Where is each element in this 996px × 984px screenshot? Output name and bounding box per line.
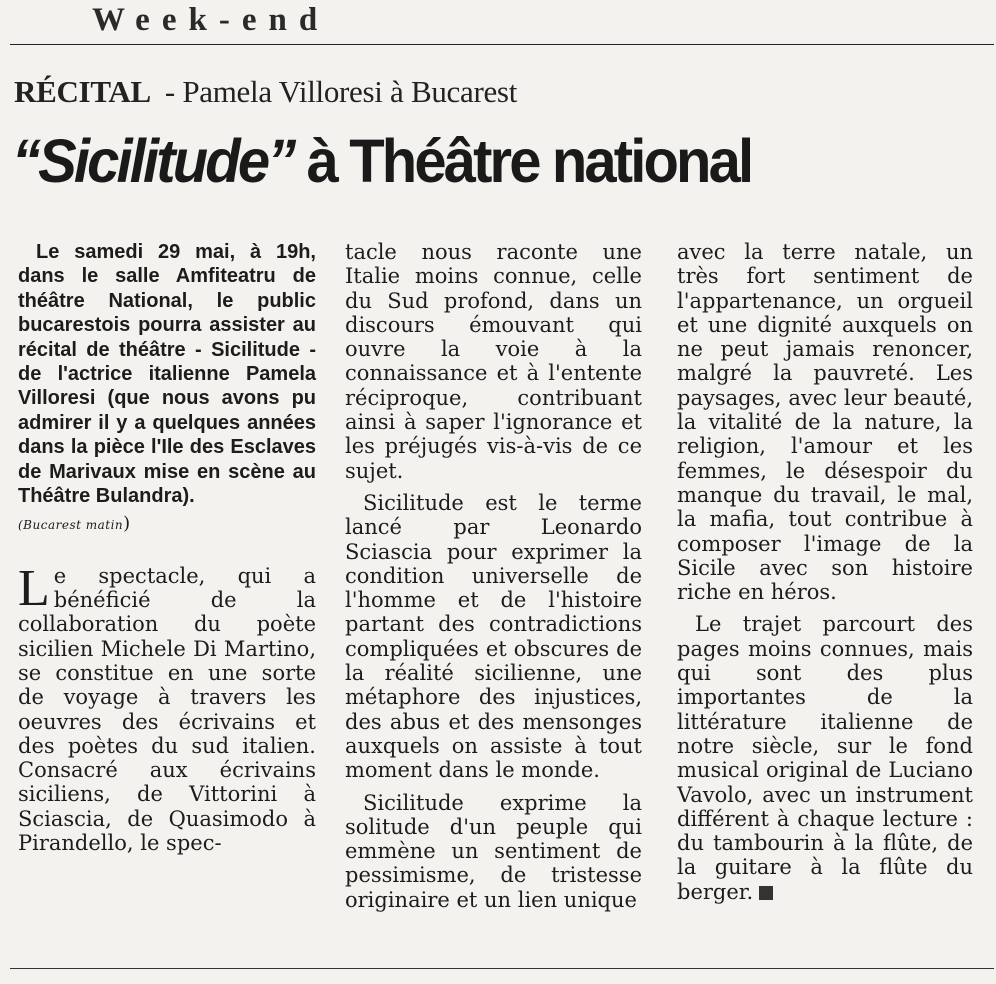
headline-quoted: “Sicilitude” — [12, 127, 294, 195]
source-text: (Bucarest matin — [18, 518, 124, 533]
body-paragraph-5: avec la terre natale, un très fort sentiment de l'appartenance, un orgueil et une dignité auxquels on ne peut jamais renoncer, malgré la pauvreté. Les paysages, avec leur beauté, la vitalité de la nature, la religion, l'amour et les femmes, le désespoir du manque du travail, le mal, la mafia, tout contribue à composer l'image de la Sicile avec son histoire riche en héros. — [677, 240, 973, 605]
source-credit: (Bucarest matin) — [18, 513, 131, 535]
body-paragraph-2: tacle nous raconte une Italie moins connue, celle du Sud profond, dans un discours émouvant qui ouvre la voie à la connaissance et à l'entente réciproque, contribuant ainsi à saper l'ignorance et les préjugés vis-à-vis de ce sujet. — [345, 240, 642, 483]
column-3 — [677, 240, 973, 904]
kicker — [14, 74, 517, 110]
headline-rest: à Théâtre national — [293, 127, 752, 195]
kicker-tag: RÉCITAL — [14, 74, 151, 109]
body-paragraph-4: Sicilitude exprime la solitude d'un peuple qui emmène un sentiment de pessimisme, de tristesse originaire et un lien unique — [345, 790, 642, 912]
top-rule — [10, 44, 994, 45]
section-heading: Week-end — [92, 2, 330, 38]
drop-cap: L — [18, 559, 50, 617]
column-2 — [345, 240, 642, 912]
body-paragraph-1-text: e spectacle, qui a bénéficié de la collaboration du poète sicilien Michele Di Martino, se constitue en une sorte de voyage à travers les oeuvres des écrivains et des poètes du sud italien. Consacré aux écrivains siciliens, de Vittorini à Sciascia, de Quasimodo à Pirandello, le spec- — [18, 563, 316, 856]
bottom-rule — [10, 968, 994, 969]
body-paragraph-6-text: Le trajet parcourt des pages moins connues, mais qui sont des plus importantes de la littérature italienne de notre siècle, sur le fond musical original de Luciano Vavolo, avec un instrument différent à chaque lecture : du tambourin à la flûte, de la guitare à la flûte du berger. — [677, 612, 973, 904]
end-of-article-icon — [759, 886, 773, 900]
body-paragraph-6 — [677, 612, 973, 904]
lead-paragraph: Le samedi 29 mai, à 19h, dans le salle Amfiteatru de théâtre National, le public bucarestois pourra assister au récital de théâtre - Sicilitude - de l'actrice italienne Pamela Villoresi (que nous avons pu admirer il y a quelques années dans la pièce l'Ile des Esclaves de Marivaux mise en scène au Théâtre Bulandra). — [18, 241, 316, 508]
body-paragraph-3: Sicilitude est le terme lancé par Leonardo Sciascia pour exprimer la condition universelle de l'homme et de l'histoire partant des contradictions compliquées et obscures de la réalité sicilienne, une métaphore des injustices, des abus et des mensonges auxquels on assiste à tout moment dans le monde. — [345, 490, 642, 783]
headline — [12, 126, 751, 196]
body-paragraph-1 — [18, 559, 316, 856]
kicker-text: - Pamela Villoresi à Bucarest — [164, 74, 518, 109]
column-1 — [18, 240, 316, 855]
